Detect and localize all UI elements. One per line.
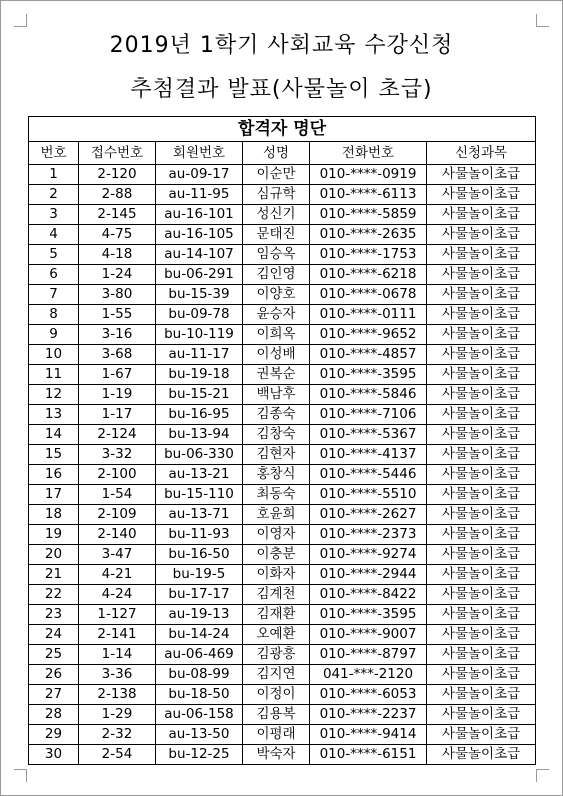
cell-col-course: 사물놀이초급 [427, 565, 536, 585]
cell-col-member-number: bu-19-18 [156, 365, 243, 385]
table-row [29, 525, 536, 545]
cell-col-member-number: bu-10-119 [156, 325, 243, 345]
table-row [29, 425, 536, 445]
table-row [29, 385, 536, 405]
cell-col-member-number: au-19-13 [156, 605, 243, 625]
cell-col-number: 16 [29, 465, 79, 485]
cell-col-receipt-number: 1-24 [79, 265, 156, 285]
cell-col-course: 사물놀이초급 [427, 365, 536, 385]
cell-col-name: 홍창식 [243, 465, 310, 485]
cell-col-number: 30 [29, 745, 79, 765]
table-caption: 합격자 명단 [29, 117, 536, 142]
cell-col-phone: 010-****-9007 [310, 625, 427, 645]
cell-col-phone: 010-****-2635 [310, 225, 427, 245]
cell-col-member-number: au-16-101 [156, 205, 243, 225]
cell-col-receipt-number: 1-54 [79, 485, 156, 505]
table-row [29, 305, 536, 325]
cell-col-member-number: au-13-50 [156, 725, 243, 745]
table-header-row [29, 142, 536, 165]
cell-col-course: 사물놀이초급 [427, 425, 536, 445]
cell-col-number: 28 [29, 705, 79, 725]
table-row [29, 365, 536, 385]
table-row [29, 625, 536, 645]
cell-col-number: 24 [29, 625, 79, 645]
cell-col-name: 이화자 [243, 565, 310, 585]
cell-col-receipt-number: 2-120 [79, 165, 156, 185]
table-row [29, 285, 536, 305]
table-row [29, 205, 536, 225]
table-row [29, 405, 536, 425]
cell-col-member-number: bu-17-17 [156, 585, 243, 605]
cell-col-name: 이희옥 [243, 325, 310, 345]
cell-col-member-number: au-06-158 [156, 705, 243, 725]
cell-col-receipt-number: 3-47 [79, 545, 156, 565]
cell-col-receipt-number: 2-141 [79, 625, 156, 645]
cell-col-phone: 010-****-3595 [310, 365, 427, 385]
cell-col-member-number: bu-15-110 [156, 485, 243, 505]
cell-col-name: 최동숙 [243, 485, 310, 505]
cell-col-member-number: bu-12-25 [156, 745, 243, 765]
cell-col-number: 1 [29, 165, 79, 185]
cell-col-number: 3 [29, 205, 79, 225]
cell-col-name: 백남후 [243, 385, 310, 405]
cell-col-name: 김계천 [243, 585, 310, 605]
cell-col-member-number: au-16-105 [156, 225, 243, 245]
cell-col-number: 15 [29, 445, 79, 465]
cell-col-number: 8 [29, 305, 79, 325]
cell-col-number: 20 [29, 545, 79, 565]
cell-col-receipt-number: 4-75 [79, 225, 156, 245]
cell-col-phone: 010-****-9414 [310, 725, 427, 745]
table-row [29, 245, 536, 265]
cell-col-number: 26 [29, 665, 79, 685]
cell-col-phone: 010-****-2627 [310, 505, 427, 525]
cell-col-name: 오예환 [243, 625, 310, 645]
cell-col-phone: 010-****-8422 [310, 585, 427, 605]
cell-col-name: 이평래 [243, 725, 310, 745]
cell-col-member-number: bu-09-78 [156, 305, 243, 325]
cell-col-member-number: bu-08-99 [156, 665, 243, 685]
table-row [29, 565, 536, 585]
cell-col-phone: 010-****-7106 [310, 405, 427, 425]
cell-col-member-number: au-09-17 [156, 165, 243, 185]
cell-col-name: 임승옥 [243, 245, 310, 265]
cell-col-member-number: bu-19-5 [156, 565, 243, 585]
cell-col-phone: 010-****-6218 [310, 265, 427, 285]
cell-col-name: 이영자 [243, 525, 310, 545]
table-row [29, 325, 536, 345]
table-body [29, 165, 536, 765]
cell-col-receipt-number: 4-18 [79, 245, 156, 265]
cell-col-number: 25 [29, 645, 79, 665]
cell-col-phone: 010-****-5859 [310, 205, 427, 225]
cell-col-name: 이양호 [243, 285, 310, 305]
cell-col-number: 11 [29, 365, 79, 385]
table-caption-row [29, 117, 536, 142]
cell-col-course: 사물놀이초급 [427, 225, 536, 245]
cell-col-receipt-number: 2-140 [79, 525, 156, 545]
table-row [29, 685, 536, 705]
cell-col-course: 사물놀이초급 [427, 505, 536, 525]
cell-col-number: 22 [29, 585, 79, 605]
header-col-number: 번호 [29, 142, 79, 165]
cell-col-receipt-number: 3-32 [79, 445, 156, 465]
cell-col-receipt-number: 2-88 [79, 185, 156, 205]
cell-col-phone: 010-****-1753 [310, 245, 427, 265]
cell-col-course: 사물놀이초급 [427, 285, 536, 305]
header-col-member-number: 회원번호 [156, 142, 243, 165]
cell-col-number: 18 [29, 505, 79, 525]
header-col-course: 신청과목 [427, 142, 536, 165]
cell-col-receipt-number: 3-80 [79, 285, 156, 305]
cell-col-number: 13 [29, 405, 79, 425]
page-corner-mark [536, 14, 549, 27]
cell-col-name: 김인영 [243, 265, 310, 285]
cell-col-name: 심규학 [243, 185, 310, 205]
cell-col-phone: 010-****-2373 [310, 525, 427, 545]
cell-col-phone: 010-****-3595 [310, 605, 427, 625]
cell-col-phone: 010-****-6151 [310, 745, 427, 765]
cell-col-course: 사물놀이초급 [427, 245, 536, 265]
cell-col-course: 사물놀이초급 [427, 485, 536, 505]
cell-col-name: 김현자 [243, 445, 310, 465]
cell-col-receipt-number: 3-68 [79, 345, 156, 365]
cell-col-course: 사물놀이초급 [427, 325, 536, 345]
cell-col-receipt-number: 4-24 [79, 585, 156, 605]
page-corner-mark [536, 769, 549, 782]
cell-col-name: 김창숙 [243, 425, 310, 445]
cell-col-name: 호윤희 [243, 505, 310, 525]
cell-col-course: 사물놀이초급 [427, 625, 536, 645]
cell-col-name: 김재환 [243, 605, 310, 625]
cell-col-course: 사물놀이초급 [427, 525, 536, 545]
cell-col-receipt-number: 2-124 [79, 425, 156, 445]
cell-col-name: 성신기 [243, 205, 310, 225]
cell-col-receipt-number: 3-16 [79, 325, 156, 345]
page-corner-mark [14, 769, 27, 782]
cell-col-member-number: bu-15-39 [156, 285, 243, 305]
document-subtitle: 추첨결과 발표(사물놀이 초급) [130, 77, 433, 102]
cell-col-number: 2 [29, 185, 79, 205]
cell-col-phone: 010-****-6053 [310, 685, 427, 705]
table-row [29, 605, 536, 625]
cell-col-number: 19 [29, 525, 79, 545]
cell-col-member-number: bu-16-95 [156, 405, 243, 425]
cell-col-number: 7 [29, 285, 79, 305]
cell-col-course: 사물놀이초급 [427, 385, 536, 405]
table-row [29, 705, 536, 725]
cell-col-course: 사물놀이초급 [427, 165, 536, 185]
cell-col-name: 이성배 [243, 345, 310, 365]
table-row [29, 185, 536, 205]
cell-col-course: 사물놀이초급 [427, 725, 536, 745]
cell-col-number: 12 [29, 385, 79, 405]
cell-col-member-number: bu-13-94 [156, 425, 243, 445]
cell-col-course: 사물놀이초급 [427, 465, 536, 485]
cell-col-name: 이순만 [243, 165, 310, 185]
cell-col-receipt-number: 1-55 [79, 305, 156, 325]
cell-col-number: 14 [29, 425, 79, 445]
cell-col-course: 사물놀이초급 [427, 585, 536, 605]
cell-col-phone: 010-****-0919 [310, 165, 427, 185]
cell-col-course: 사물놀이초급 [427, 685, 536, 705]
cell-col-phone: 010-****-8797 [310, 645, 427, 665]
cell-col-member-number: bu-14-24 [156, 625, 243, 645]
cell-col-phone: 010-****-2944 [310, 565, 427, 585]
cell-col-course: 사물놀이초급 [427, 445, 536, 465]
cell-col-name: 문태진 [243, 225, 310, 245]
cell-col-phone: 041-***-2120 [310, 665, 427, 685]
cell-col-number: 17 [29, 485, 79, 505]
cell-col-name: 박숙자 [243, 745, 310, 765]
cell-col-name: 김종숙 [243, 405, 310, 425]
cell-col-number: 6 [29, 265, 79, 285]
cell-col-course: 사물놀이초급 [427, 645, 536, 665]
table-row [29, 725, 536, 745]
cell-col-member-number: au-06-469 [156, 645, 243, 665]
table-row [29, 165, 536, 185]
cell-col-receipt-number: 2-100 [79, 465, 156, 485]
cell-col-phone: 010-****-4857 [310, 345, 427, 365]
cell-col-receipt-number: 1-29 [79, 705, 156, 725]
table-row [29, 505, 536, 525]
cell-col-member-number: bu-18-50 [156, 685, 243, 705]
cell-col-number: 10 [29, 345, 79, 365]
cell-col-name: 김지연 [243, 665, 310, 685]
cell-col-number: 29 [29, 725, 79, 745]
page-corner-mark [14, 14, 27, 27]
cell-col-receipt-number: 2-54 [79, 745, 156, 765]
cell-col-name: 권복순 [243, 365, 310, 385]
cell-col-course: 사물놀이초급 [427, 545, 536, 565]
table-row [29, 265, 536, 285]
header-col-receipt-number: 접수번호 [79, 142, 156, 165]
cell-col-receipt-number: 2-145 [79, 205, 156, 225]
cell-col-phone: 010-****-6113 [310, 185, 427, 205]
cell-col-receipt-number: 1-17 [79, 405, 156, 425]
table-row [29, 485, 536, 505]
cell-col-course: 사물놀이초급 [427, 705, 536, 725]
cell-col-receipt-number: 1-127 [79, 605, 156, 625]
table-row [29, 345, 536, 365]
cell-col-number: 9 [29, 325, 79, 345]
cell-col-phone: 010-****-5510 [310, 485, 427, 505]
table-row [29, 645, 536, 665]
cell-col-phone: 010-****-0678 [310, 285, 427, 305]
cell-col-course: 사물놀이초급 [427, 745, 536, 765]
document-title: 2019년 1학기 사회교육 수강신청 [109, 33, 454, 58]
cell-col-member-number: au-13-71 [156, 505, 243, 525]
cell-col-number: 23 [29, 605, 79, 625]
header-col-phone: 전화번호 [310, 142, 427, 165]
cell-col-name: 김광흥 [243, 645, 310, 665]
cell-col-number: 4 [29, 225, 79, 245]
cell-col-member-number: bu-06-330 [156, 445, 243, 465]
cell-col-number: 5 [29, 245, 79, 265]
table-row [29, 445, 536, 465]
header-col-name: 성명 [243, 142, 310, 165]
cell-col-name: 김용복 [243, 705, 310, 725]
cell-col-receipt-number: 4-21 [79, 565, 156, 585]
applicant-table [28, 116, 536, 765]
cell-col-member-number: au-11-17 [156, 345, 243, 365]
cell-col-receipt-number: 1-19 [79, 385, 156, 405]
cell-col-phone: 010-****-4137 [310, 445, 427, 465]
cell-col-name: 윤승자 [243, 305, 310, 325]
table-row [29, 665, 536, 685]
cell-col-member-number: au-11-95 [156, 185, 243, 205]
cell-col-receipt-number: 2-32 [79, 725, 156, 745]
cell-col-course: 사물놀이초급 [427, 405, 536, 425]
cell-col-name: 이정이 [243, 685, 310, 705]
cell-col-name: 이충분 [243, 545, 310, 565]
cell-col-member-number: au-14-107 [156, 245, 243, 265]
cell-col-receipt-number: 2-109 [79, 505, 156, 525]
cell-col-course: 사물놀이초급 [427, 265, 536, 285]
cell-col-course: 사물놀이초급 [427, 205, 536, 225]
cell-col-member-number: bu-11-93 [156, 525, 243, 545]
cell-col-phone: 010-****-5846 [310, 385, 427, 405]
cell-col-receipt-number: 3-36 [79, 665, 156, 685]
table-row [29, 585, 536, 605]
cell-col-phone: 010-****-2237 [310, 705, 427, 725]
cell-col-receipt-number: 1-67 [79, 365, 156, 385]
cell-col-phone: 010-****-5367 [310, 425, 427, 445]
cell-col-number: 21 [29, 565, 79, 585]
cell-col-phone: 010-****-9274 [310, 545, 427, 565]
cell-col-member-number: bu-15-21 [156, 385, 243, 405]
cell-col-member-number: au-13-21 [156, 465, 243, 485]
table-row [29, 225, 536, 245]
cell-col-phone: 010-****-9652 [310, 325, 427, 345]
cell-col-number: 27 [29, 685, 79, 705]
cell-col-member-number: bu-16-50 [156, 545, 243, 565]
cell-col-course: 사물놀이초급 [427, 305, 536, 325]
cell-col-phone: 010-****-0111 [310, 305, 427, 325]
table-row [29, 545, 536, 565]
table-row [29, 465, 536, 485]
cell-col-phone: 010-****-5446 [310, 465, 427, 485]
cell-col-course: 사물놀이초급 [427, 665, 536, 685]
cell-col-course: 사물놀이초급 [427, 605, 536, 625]
cell-col-receipt-number: 1-14 [79, 645, 156, 665]
cell-col-receipt-number: 2-138 [79, 685, 156, 705]
cell-col-member-number: bu-06-291 [156, 265, 243, 285]
cell-col-course: 사물놀이초급 [427, 345, 536, 365]
cell-col-course: 사물놀이초급 [427, 185, 536, 205]
table-row [29, 745, 536, 765]
